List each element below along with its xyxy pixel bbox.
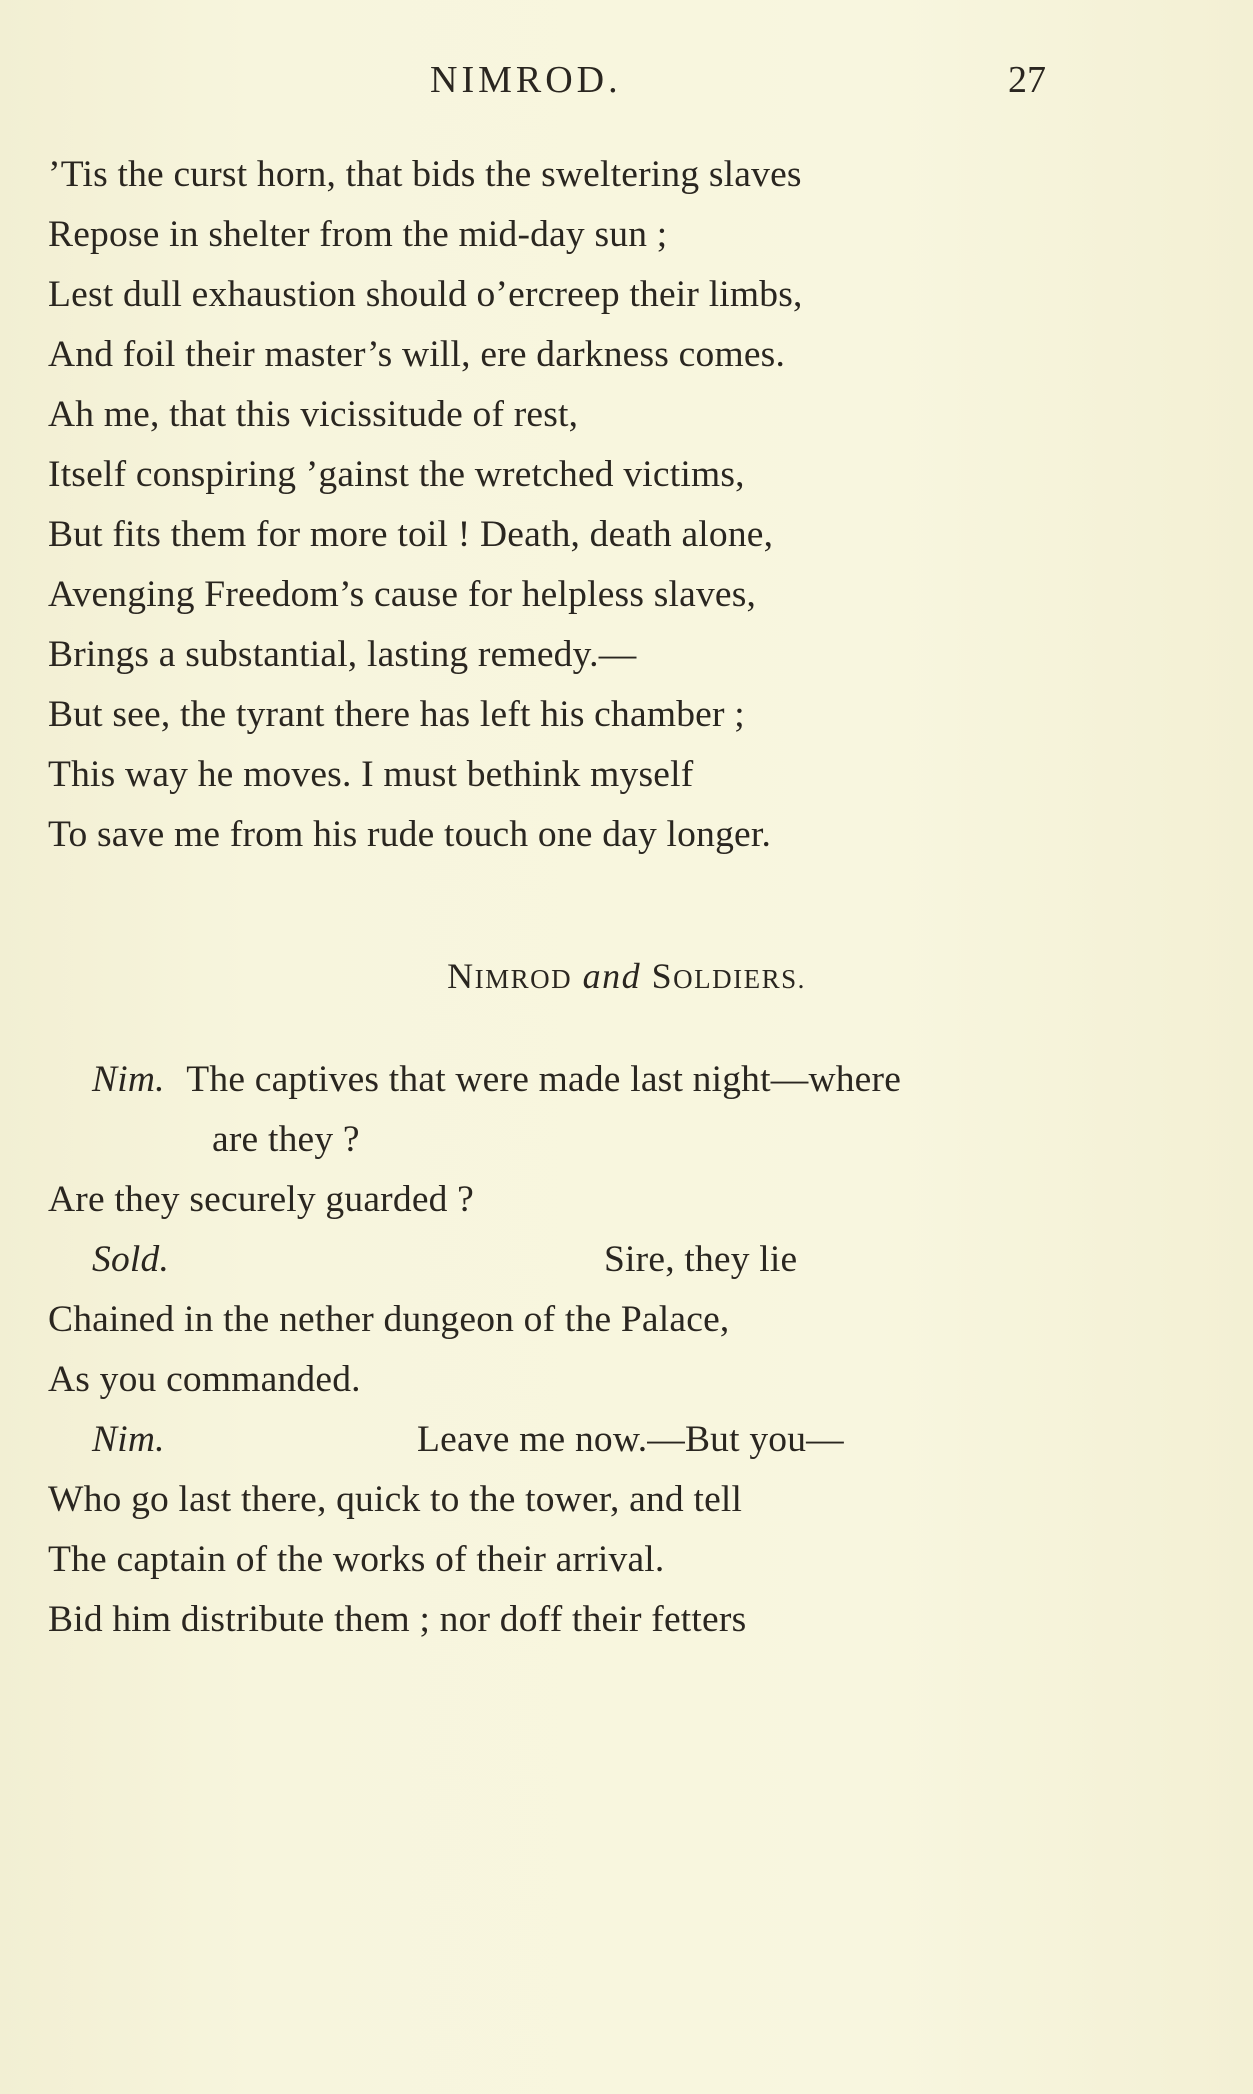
verse-line: ’Tis the curst horn, that bids the sweltering slaves (48, 154, 802, 195)
verse-line: Brings a substantial, lasting remedy.— (48, 634, 637, 675)
dialogue-text: Leave me now.—But you— (417, 1419, 844, 1460)
dialogue-line: Bid him distribute them ; nor doff their fetters (48, 1599, 747, 1640)
dialogue-text: Sire, they lie (604, 1239, 798, 1280)
verse-line: Avenging Freedom’s cause for helpless slaves, (48, 574, 757, 615)
dialogue-line: Are they securely guarded ? (48, 1179, 475, 1220)
scene-heading-part: N (447, 956, 475, 996)
dialogue-line (92, 1238, 798, 1282)
running-title: NIMROD. (430, 59, 622, 101)
verse-line: Lest dull exhaustion should o’ercreep their limbs, (48, 274, 803, 315)
scene-heading-part: S (651, 956, 674, 996)
dialogue-line: Chained in the nether dungeon of the Palace, (48, 1299, 730, 1340)
dialogue-text: The captives that were made last night—where (186, 1059, 902, 1100)
scene-heading-part: IMROD (474, 964, 573, 994)
dialogue-line: are they ? (212, 1119, 360, 1160)
dialogue-line (92, 1418, 844, 1462)
speaker-name: Nim. (92, 1059, 165, 1100)
verse-line: Itself conspiring ’gainst the wretched victims, (48, 454, 745, 495)
speaker-name: Sold. (92, 1239, 170, 1280)
dialogue-line: Who go last there, quick to the tower, and tell (48, 1479, 743, 1520)
scene-heading (0, 955, 1253, 997)
page-header (0, 58, 1253, 108)
page-number: 27 (1008, 59, 1046, 101)
dialogue-line: As you commanded. (48, 1359, 361, 1400)
dialogue-line (92, 1058, 901, 1102)
verse-line: To save me from his rude touch one day longer. (48, 814, 772, 855)
verse-line: But fits them for more toil ! Death, death alone, (48, 514, 774, 555)
speaker-name: Nim. (92, 1419, 165, 1460)
scene-heading-part: and (582, 956, 642, 996)
verse-line: And foil their master’s will, ere darkness comes. (48, 334, 786, 375)
verse-line: Repose in shelter from the mid-day sun ; (48, 214, 668, 255)
verse-line: Ah me, that this vicissitude of rest, (48, 394, 579, 435)
verse-line: This way he moves. I must bethink myself (48, 754, 694, 795)
verse-line: But see, the tyrant there has left his chamber ; (48, 694, 745, 735)
dialogue-line: The captain of the works of their arrival. (48, 1539, 665, 1580)
scene-heading-part: OLDIERS. (673, 964, 806, 994)
